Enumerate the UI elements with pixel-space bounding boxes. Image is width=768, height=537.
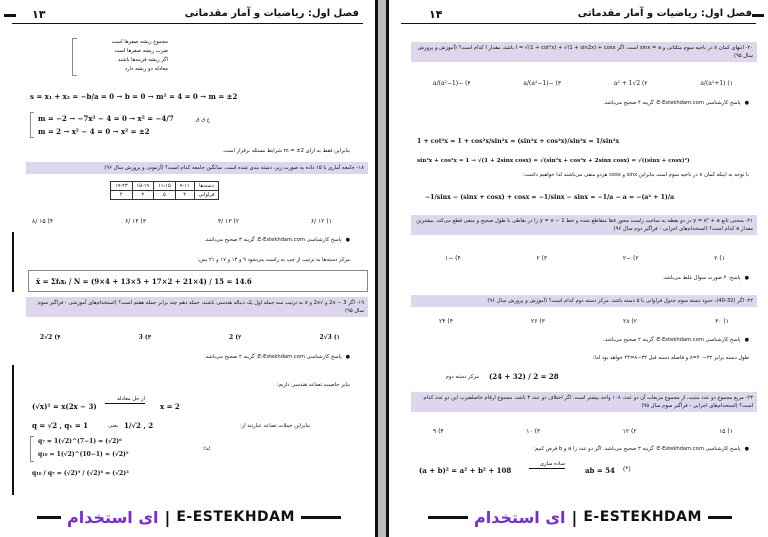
logo-separator: |	[164, 507, 171, 527]
note-3: اگر ریشه قرینه‌ها باشند	[117, 57, 168, 63]
header-bar	[752, 14, 764, 17]
geometric-note: بنابر خاصیت تصاعد هندسی داریم:	[276, 382, 350, 388]
option-1[interactable]: ۱) 3√2	[319, 334, 340, 341]
option-1[interactable]: ۱) ۱۲ /۶	[310, 218, 332, 225]
answer-20: ● پاسخ کارشناسی E-Estekhdam.com: گزینه ۴ صحیح می‌باشد.	[539, 100, 749, 106]
equation-geometric: (√x)² = x(2x − 3)	[32, 402, 97, 411]
question-18-options	[32, 218, 332, 225]
question-18: ۱۸- جامعه آماری با ۱۵ داده به صورت زیر، دسته بندی شده است. میانگین جامعه کدام است؟ (آزمونی و پرورش سال ۹۶)	[26, 162, 368, 174]
question-21-options	[445, 255, 725, 262]
hence-note: لذا:	[202, 446, 210, 452]
option-4[interactable]: ۴) −۱	[445, 255, 461, 262]
equals-word: یعنی	[108, 423, 118, 429]
table-cell: ۵	[154, 191, 176, 200]
arrow-label: از حل معادله	[105, 396, 145, 404]
option-1[interactable]: ۱) (a²+1)/a	[700, 80, 733, 87]
page-number: ۱۴	[429, 8, 443, 21]
option-4[interactable]: ۴) ۹	[433, 428, 444, 435]
option-1[interactable]: ۱) ۲	[714, 255, 725, 262]
table-cell: ۴	[175, 191, 194, 200]
equation-case-1: m = −2 → −7x² − 4 = 0 → x² = −4/7	[38, 114, 174, 123]
page-header	[12, 10, 363, 24]
terms-brace	[30, 436, 34, 462]
table-cell: ۴	[111, 191, 133, 200]
table-cell: ۲	[132, 191, 154, 200]
option-1[interactable]: ۱) ۳۰	[715, 318, 729, 325]
question-22: ۲۲- اگر (32-40)، حدود دسته سوم جدول فراوانی با ۵ دسته باشد، مرکز دسته دوم کدام است؟ (آموزش و پرورش سال ۹۶)	[411, 295, 757, 307]
logo-separator: |	[571, 507, 578, 527]
table-cell: ۱۱-۱۵	[154, 182, 176, 191]
option-2[interactable]: ۲) −۲	[622, 255, 639, 262]
question-19: ۱۹- اگر 2x − 3 و √2x و x به ترتیب سه جمله اول یک دنباله هندسی باشند، جمله دهم چند برابر جمله هفتم است؟ (استخدام‌های آموزشی - فراگیر سوم سال ۹۵)	[26, 297, 368, 317]
equation-identity: sin²x + cos²x = 1 → √(1 + 2sinx cosx) = √(sin²x + cos²x + 2sinx cosx) = √((sinx + cosx)²)	[417, 158, 690, 164]
option-3[interactable]: ۳) ۱۴ /۶	[124, 218, 147, 225]
question-22-options	[439, 318, 729, 325]
mean-equation: x̄ = Σfᵢxᵢ / N = (9×4 + 13×5 + 17×2 + 21×4) / 15 = 14.6	[36, 277, 252, 286]
equation-term-7: q₇ = 1(√2)^(7−1) = (√2)⁶	[38, 438, 122, 445]
equation-terms: 1/√2 , 2	[124, 421, 154, 430]
footer-rule	[428, 516, 468, 519]
margin-rule	[12, 232, 14, 292]
root-notes	[78, 38, 168, 74]
arrow-label: ساده سازی	[529, 461, 565, 469]
footer-rule	[708, 516, 732, 519]
note-1: مجموع ریشه صفرها است	[111, 39, 168, 45]
option-1[interactable]: ۱) ۱۵	[719, 428, 733, 435]
option-4[interactable]: ۴) 2√2	[40, 334, 61, 341]
logo-persian: ای استخدام	[67, 507, 159, 527]
question-20-options	[433, 80, 733, 87]
option-4[interactable]: ۴) ۱۵ /۸	[32, 218, 54, 225]
option-4[interactable]: ۴) ۲۴	[439, 318, 453, 325]
equation-sum-roots: s = x₁ + x₂ = −b/a = 0 → b = 0 → m² = 4 = 0 → m = ±2	[30, 92, 238, 101]
option-4[interactable]: ۴) −(a²−1)/a	[433, 80, 471, 87]
option-2[interactable]: ۲) 2	[229, 334, 242, 341]
chapter-title: فصل اول: ریاضیات و آمار مقدماتی	[184, 8, 359, 19]
option-2[interactable]: ۲) ۱۲	[622, 428, 637, 435]
notes-brace	[72, 38, 77, 76]
page-right	[386, 0, 768, 537]
page-left	[0, 0, 378, 537]
equation-midpoint: (24 + 32) / 2 = 28	[489, 372, 559, 381]
margin-rule	[12, 365, 14, 495]
class-width-note: طول دسته برابر ۳۲−۴۰=۸ و فاصله دسته قبل ۳۲−۸=۲۴ خواهد بود لذا:	[592, 355, 749, 361]
equation-product: ab = 54	[585, 466, 615, 475]
table-cell: دسته‌ها	[194, 182, 219, 191]
option-3[interactable]: ۳) 3	[138, 334, 151, 341]
page-number: ۱۳	[32, 8, 46, 21]
table-row	[111, 191, 219, 200]
equation-square-sum: (a + b)² = a² + b² + 108	[419, 466, 512, 475]
option-3[interactable]: ۳) ۲۶	[531, 318, 545, 325]
table-cell: ۱۹-۲۳	[111, 182, 133, 191]
header-bar	[4, 14, 16, 17]
equation-x-value: x = 2	[160, 402, 180, 411]
note-4: معادله دو ریشه دارد	[124, 66, 168, 72]
question-23-options	[433, 428, 733, 435]
table-row	[111, 182, 219, 191]
logo-english: E-ESTEKHDAM	[176, 509, 295, 525]
footer-logo	[389, 507, 768, 527]
class-midpoint-note: مرکز دسته‌ها به ترتیب از چپ به راست می‌شود ۹ و ۱۳ و ۱۷ و ۲۱ پس:	[197, 257, 350, 263]
terms-note: بنابراین جملات تصاعد عبارتند از:	[239, 423, 310, 429]
logo-persian: ای استخدام	[474, 507, 566, 527]
equation-tag: (*)	[623, 466, 631, 473]
frequency-table	[110, 181, 219, 200]
footer-rule	[37, 516, 61, 519]
equation-result: −1/sinx − (sinx + cosx) + cosx = −1/sinx − sinx = −1/a − a = −(a² + 1)/a	[425, 194, 675, 201]
equation-cot: 1 + cot²x = 1 + cos²x/sin²x = (sin²x + cos²x)/sin²x = 1/sin²x	[417, 138, 620, 145]
option-2[interactable]: ۲) ۱۳ /۴	[217, 218, 240, 225]
equation-ratio: q = √2 , q₁ = 1	[32, 421, 88, 430]
footer-logo	[0, 507, 378, 527]
result-note: بنابراین فقط به ازای m = ±2 شرایط مسئله برقرار است.	[222, 148, 350, 154]
option-2[interactable]: ۲) ۲۸	[623, 318, 637, 325]
table-cell: فراوانی	[194, 191, 219, 200]
answer-19: ● پاسخ کارشناسی E-Estekhdam.com: گزینه ۲ صحیح می‌باشد.	[150, 354, 350, 360]
question-19-options	[40, 334, 340, 341]
equation-term-10: q₁₀ = 1(√2)^(10−1) = (√2)⁹	[38, 451, 129, 458]
equation-final-ratio: q₁₀ / q₇ = (√2)⁹ / (√2)⁶ = (√2)³	[32, 470, 129, 477]
question-23: ۲۳- مربع مجموع دو عدد مثبت، از مجموع مربعات آن دو عدد، ۱۰۸ واحد بیشتر است. اگر اختلاف دو عدد ۳ باشد، مجموع ارقام حاصلضرب این دو عدد کدام است؟ (استخدام‌های اجرایی - فراگیر سوم سال ۹۵)	[411, 392, 757, 412]
page-header	[401, 10, 756, 24]
option-3[interactable]: ۳) ۱۰	[526, 428, 541, 435]
option-3[interactable]: ۳) ۲	[536, 255, 548, 262]
table-cell: ۱۵-۱۹	[132, 182, 154, 191]
midpoint-note: مرکز دسته دوم	[445, 374, 479, 380]
case-brace	[30, 112, 34, 138]
case-note: غ ق ق	[195, 117, 210, 123]
chapter-title: فصل اول: ریاضیات و آمار مقدماتی	[577, 8, 752, 19]
logo-english: E-ESTEKHDAM	[583, 509, 702, 525]
option-3[interactable]: ۳) −(a²−1)/a	[523, 80, 562, 87]
answer-22: ● پاسخ کارشناسی E-Estekhdam.com: گزینه ۲ صحیح می‌باشد.	[539, 337, 749, 343]
answer-21: ● پاسخ: ۴ صورت سوال غلط می‌باشد.	[589, 275, 749, 281]
note-2: ضرب ریشه صفرها است	[114, 48, 168, 54]
answer-23: ● پاسخ کارشناسی E-Estekhdam.com: گزینه ۳ صحیح می‌باشد. اگر دو عدد را a و b فرض کنیم:	[449, 446, 749, 452]
question-20: ۲۰- انتهای کمان x در ناحیه سوم مثلثاتی و sinx = a است. اگر I = √(1 + cot²x) + √(1 + sin2x) + cosx باشد، مقدار I کدام است؟ (آموزش و پرورش سال ۹۵)	[411, 42, 757, 62]
footer-rule	[301, 516, 341, 519]
table-cell: ۷-۱۱	[175, 182, 194, 191]
quadrant-note: با توجه به اینکه کمان x در ناحیه سوم است بنابراین sinx و cosx هردو منفی می‌باشند لذا خواهیم داشت:	[522, 172, 749, 178]
equation-case-2: m = 2 → x² − 4 = 0 → x² = ±2	[38, 127, 150, 136]
option-2[interactable]: ۲) 2√1 + a²	[613, 80, 648, 87]
answer-18: ● پاسخ کارشناسی E-Estekhdam.com: گزینه ۳ صحیح می‌باشد.	[150, 237, 350, 243]
question-21: ۲۱- منحنی تابع y = x² + a در دو نقطه به ساحت راست محور xها متقاطع شده و خط y = x − 1 را در نقاطی با طول صحیح و منفی قطع می‌کند. بیشترین مقدار a کدام است؟ (استخدام‌های اجرایی - فراگیر دوم سال ۹۶)	[411, 215, 757, 235]
